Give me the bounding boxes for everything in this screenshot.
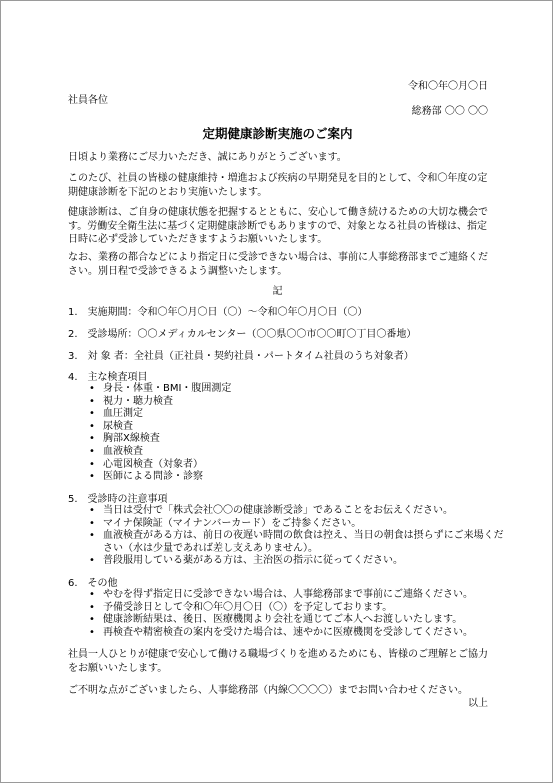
- list-item: • 胸部X線検査: [83, 433, 513, 446]
- list-item: • 血液検査がある方は、前日の夜遅い時間の飲食は控え、当日の朝食は摂らずにご来場ください（水は少量であれば差し支えありません）。: [83, 530, 513, 555]
- list-item: • 身長・体重・BMI・腹囲測定: [83, 383, 513, 396]
- intro-paragraph: このたび、社員の皆様の健康維持・増進および疾病の早期発見を目的として、令和〇年度の定期健康診断を下記のとおり実施いたします。: [68, 173, 488, 198]
- contact-paragraph: ご不明な点がございましたら、人事総務部（内線〇〇〇〇）までお問い合わせください。: [68, 685, 468, 696]
- list-item: • 尿検査: [83, 421, 513, 434]
- precautions-list: [83, 505, 513, 568]
- section-heading-other: 6. その他: [68, 578, 118, 589]
- list-item: • マイナ保険証（マイナンバーカード）をご持参ください。: [83, 518, 513, 531]
- ki-heading: 記: [272, 286, 283, 297]
- date: 令和〇年〇月〇日: [408, 81, 488, 92]
- list-item: • 医師による問診・診察: [83, 471, 513, 484]
- list-item: • 健康診断結果は、後日、医療機関より会社を通じてご本人へお渡しいたします。: [83, 614, 513, 627]
- list-item: • 心電図検査（対象者）: [83, 459, 513, 472]
- list-item: • やむを得ず指定日に受診できない場合は、人事総務部まで事前にご連絡ください。: [83, 589, 513, 602]
- list-item: • 血圧測定: [83, 408, 513, 421]
- importance-paragraph: 健康診断は、ご自身の健康状態を把握するとともに、安心して働き続けるための大切な機会です。労働安全衛生法に基づく定期健康診断でもありますので、対象となる社員の皆様は、指定日時に必ず受診していただきますようお願いいたします。: [68, 207, 488, 245]
- item-location: 2. 受診場所：〇〇メディカルセンター（〇〇県〇〇市〇〇町〇丁目〇番地）: [68, 329, 417, 340]
- addressee: 社員各位: [68, 95, 108, 106]
- greeting: 日頃より業務にご尽力いただき、誠にありがとうございます。: [68, 152, 347, 163]
- exam-items-list: [83, 383, 513, 484]
- section-heading-exam-items: 4. 主な検査項目: [68, 372, 148, 383]
- list-item: • 視力・聴力検査: [83, 396, 513, 409]
- list-item: • 予備受診日として令和〇年〇月〇日（〇）を予定しております。: [83, 602, 513, 615]
- item-period: 1. 実施期間：令和〇年〇月〇日（〇）～令和〇年〇月〇日（〇）: [68, 307, 368, 318]
- list-item: • 普段服用している薬がある方は、主治医の指示に従ってください。: [83, 555, 513, 568]
- document-title: 定期健康診断実施のご案内: [202, 126, 353, 141]
- list-item: • 再検査や精密検査の案内を受けた場合は、速やかに医療機関を受診してください。: [83, 627, 513, 640]
- ijo-closing: 以上: [468, 698, 488, 709]
- closing-paragraph: 社員一人ひとりが健康で安心して働ける職場づくりを進めるためにも、皆様のご理解とご協力をお願いいたします。: [68, 649, 488, 674]
- notice-paragraph: なお、業務の都合などにより指定日に受診できない場合は、事前に人事総務部までご連絡ください。別日程で受診できるよう調整いたします。: [68, 252, 488, 277]
- section-heading-precautions: 5. 受診時の注意事項: [68, 494, 168, 505]
- list-item: • 当日は受付で「株式会社〇〇の健康診断受診」であることをお伝えください。: [83, 505, 513, 518]
- other-list: [83, 589, 513, 639]
- item-target: 3. 対 象 者：全社員（正社員・契約社員・パートタイム社員のうち対象者）: [68, 351, 414, 362]
- list-item: • 血液検査: [83, 446, 513, 459]
- sender: 総務部 〇〇 〇〇: [411, 106, 488, 117]
